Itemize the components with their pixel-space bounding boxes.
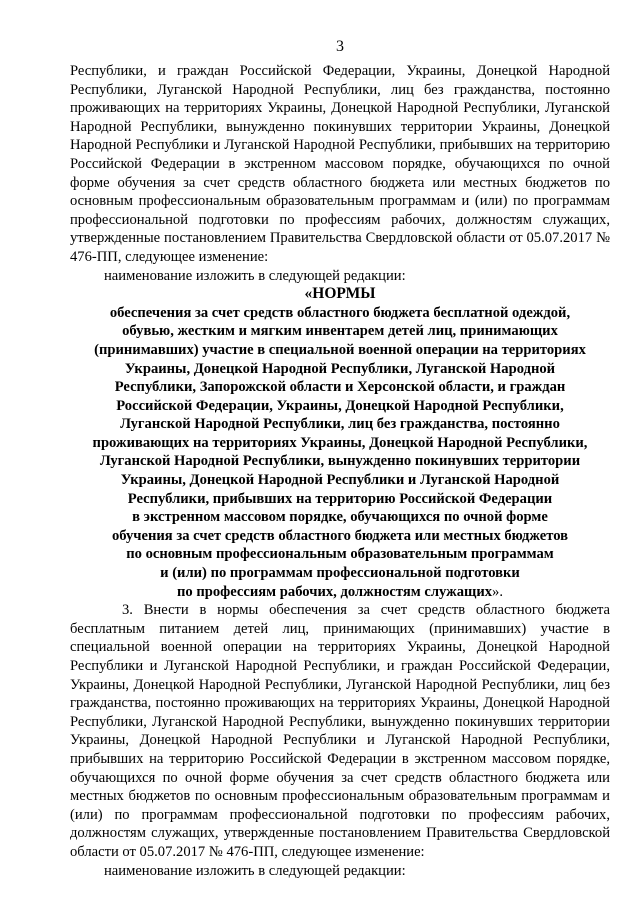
norms-title-line: обеспечения за счет средств областного бюджета бесплатной одеждой, — [109, 304, 571, 321]
instruction-rename-2: наименование изложить в следующей редакции: — [104, 862, 406, 879]
instruction-rename-1: наименование изложить в следующей редакции: — [104, 267, 406, 284]
norms-title-line: (принимавших) участие в специальной военной операции на территориях — [94, 341, 586, 358]
norms-title-line: и (или) по программам профессиональной подготовки — [160, 565, 520, 582]
norms-title-line: Луганской Народной Республики, лиц без гражданства, постоянно — [120, 416, 560, 433]
norms-title-line: Республики, Запорожской области и Херсонской области, и граждан — [114, 379, 566, 396]
norms-title-last-text: по профессиям рабочих, должностям служащих — [177, 583, 493, 600]
norms-title-heading: «НОРМЫ — [304, 285, 376, 303]
norms-title-line: Российской Федерации, Украины, Донецкой Народной Республики, — [116, 397, 564, 414]
norms-title-line: Луганской Народной Республики, вынужденно покинувших территории — [99, 453, 581, 470]
norms-title-last-line — [70, 583, 610, 602]
norms-title-line: по основным профессиональным образовательным программам — [126, 546, 554, 563]
norms-title-line: в экстренном массовом порядке, обучающихся по очной форме — [132, 509, 548, 526]
norms-title-line: Украины, Донецкой Народной Республики, Луганской Народной — [124, 360, 556, 377]
norms-title-line: Украины, Донецкой Народной Республики и Луганской Народной — [120, 472, 560, 489]
norms-title-line: обучения за счет средств областного бюджета или местных бюджетов — [111, 527, 569, 544]
norms-title — [70, 285, 610, 601]
closing-quote-mark: ». — [492, 583, 503, 600]
norms-title-line: Республики, прибывших на территорию Российской Федерации — [127, 490, 553, 507]
page-number: 3 — [336, 38, 344, 55]
norms-title-line: обувью, жестким и мягким инвентарем детей лиц, принимающих — [122, 323, 558, 340]
paragraph-item-3: 3. Внести в нормы обеспечения за счет средств областного бюджета бесплатным питанием детей лиц, принимающих (принимавших) участие в специальной военной операции на территориях Украины, Донецкой Народной Республики и Луганской Народной Республики, и граждан Российской Федерации, Украины, Донецкой Народной Республики, Луганской Народной Республики, лиц без гражданства, постоянно проживающих на территориях Украины, Донецкой Народной Республики, Луганской Народной Республики, вынужденно покинувших территории Украины, Донецкой Народной Республики и Луганской Народной Республики, прибывших на территорию Российской Федерации в экстренном массовом порядке, обучающихся по очной форме обучения за счет средств областного бюджета или местных бюджетов по основным профессиональным образовательным программам и (или) по программам профессиональной подготовки по профессиям рабочих, должностям служащих, утвержденные постановлением Правительства Свердловской области от 05.07.2017 № 476-ПП, следующее изменение: — [70, 602, 610, 860]
paragraph-continuation: Республики, и граждан Российской Федерации, Украины, Донецкой Народной Республики, Луганской Народной Республики, лиц без гражданства, постоянно проживающих на территориях Украины, Донецкой Народной Республики, Луганской Народной Республики, вынужденно покинувших территории Украины, Донецкой Народной Республики и Луганской Народной Республики, прибывших на территорию Российской Федерации в экстренном массовом порядке, обучающихся по очной форме обучения за счет средств областного бюджета или местных бюджетов по основным профессиональным образовательным программам и (или) по программам профессиональной подготовки по профессиям рабочих, должностям служащих, утвержденные постановлением Правительства Свердловской области от 05.07.2017 № 476-ПП, следующее изменение: — [70, 63, 610, 265]
document-page — [70, 38, 610, 880]
norms-title-line: проживающих на территориях Украины, Донецкой Народной Республики, — [92, 434, 588, 451]
